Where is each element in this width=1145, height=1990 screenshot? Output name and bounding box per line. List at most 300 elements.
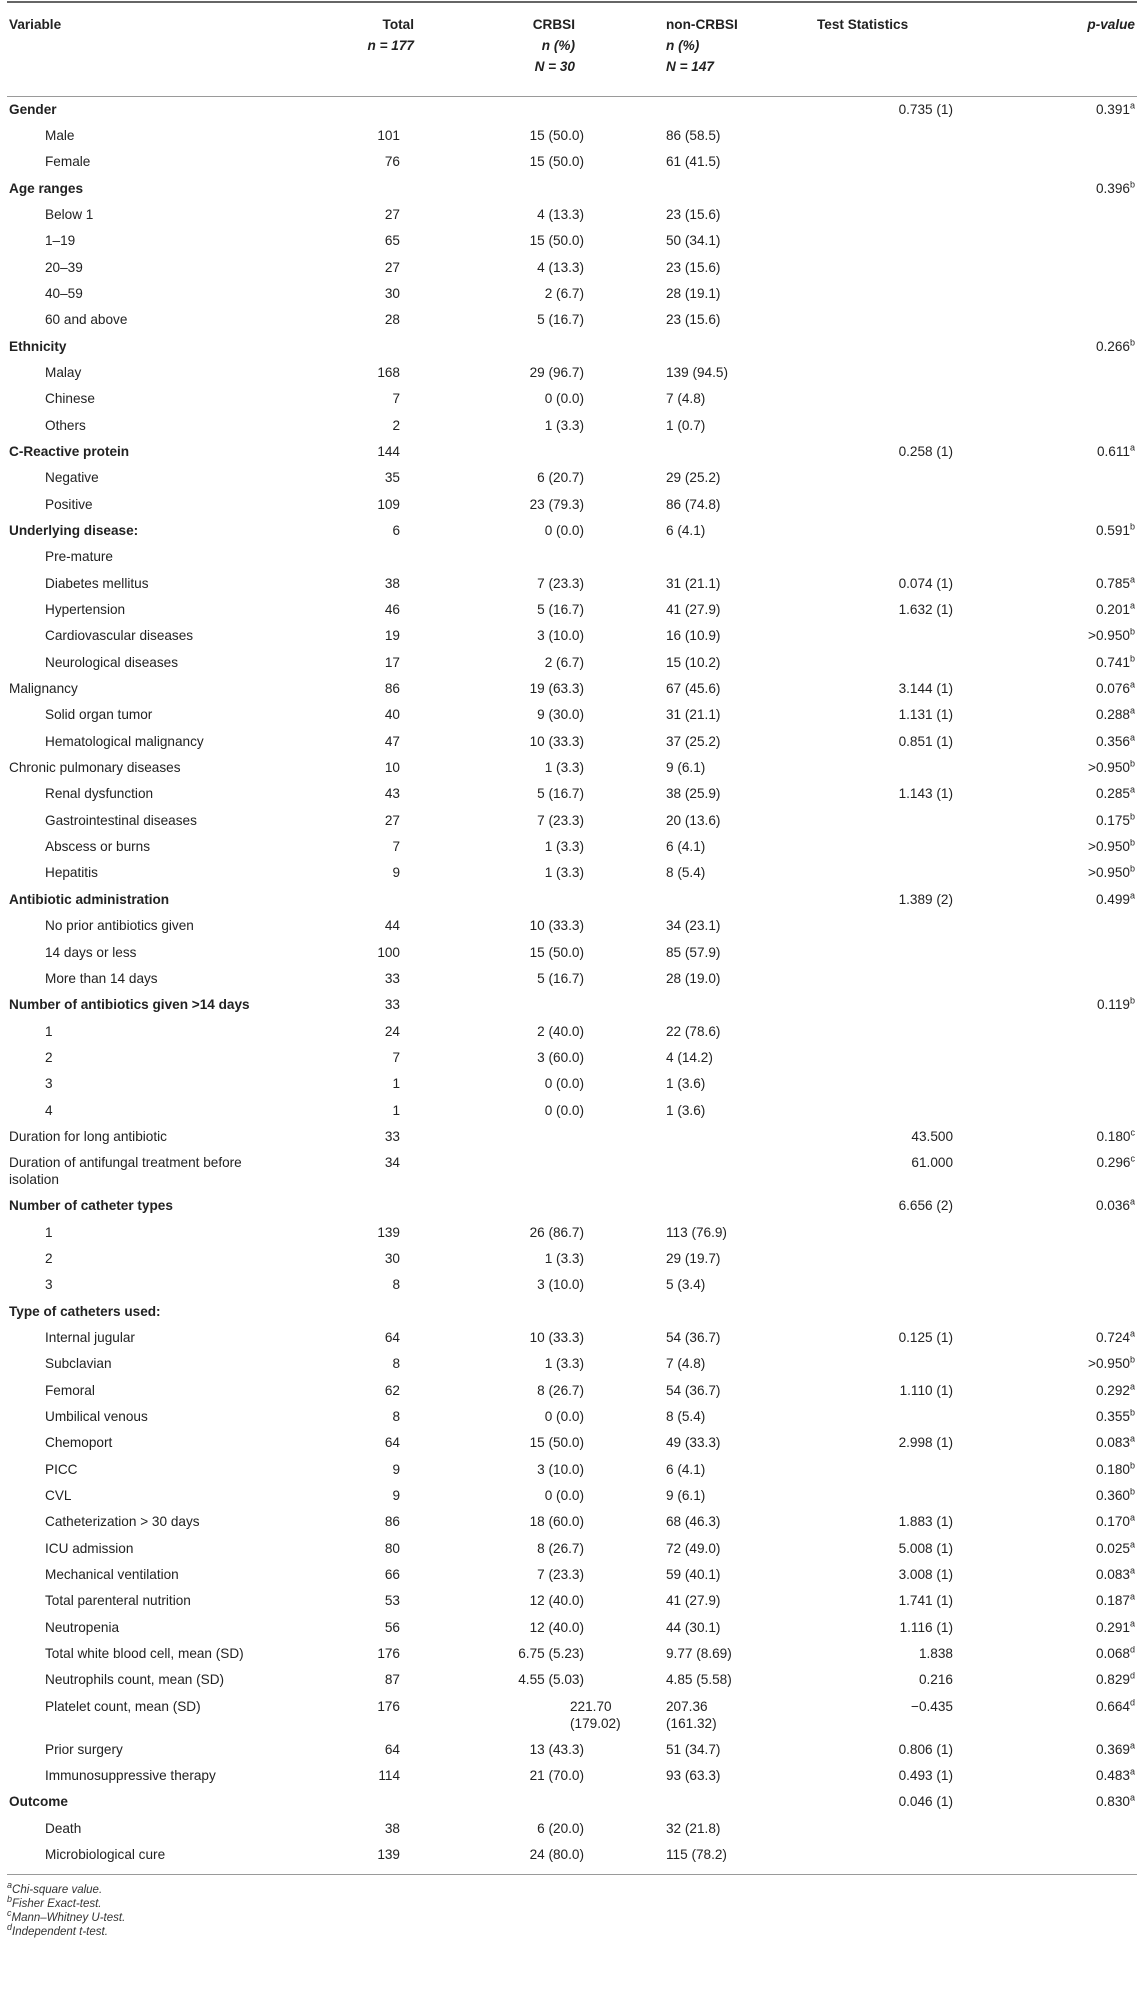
- row-variable: 1–19: [45, 233, 76, 249]
- row-non-crbsi: [628, 992, 804, 1018]
- row-crbsi: 2 (6.7): [544, 285, 584, 301]
- row-crbsi: 19 (63.3): [529, 681, 584, 697]
- row-crbsi: [444, 544, 628, 570]
- table-row: [7, 413, 1137, 439]
- row-non-crbsi: 72 (49.0): [666, 1540, 721, 1556]
- row-p-value: 0.068$^d$: [1095, 1644, 1135, 1662]
- table-row: [7, 1667, 1137, 1693]
- table-row: [7, 1272, 1137, 1298]
- row-crbsi: 10 (33.3): [529, 918, 584, 934]
- footnote: $^b$Fisher Exact-test.: [7, 1893, 102, 1910]
- row-crbsi: 4 (13.3): [537, 259, 584, 275]
- row-p-value: >0.950$^b$: [1088, 837, 1135, 855]
- row-crbsi: 221.70 (179.02): [570, 1698, 621, 1731]
- row-non-crbsi: [628, 439, 804, 465]
- header-test-statistics: Test Statistics: [817, 17, 909, 32]
- row-crbsi: [444, 1789, 628, 1815]
- row-test-statistic: [804, 1404, 995, 1430]
- row-p-value: 0.119$^b$: [1096, 995, 1135, 1013]
- row-total: 19: [384, 628, 400, 644]
- row-variable: Type of catheters used:: [9, 1303, 161, 1319]
- row-p-value: [995, 149, 1137, 175]
- row-test-statistic: 61.000: [911, 1155, 953, 1171]
- row-non-crbsi: 28 (19.1): [666, 285, 721, 301]
- table-row: [7, 123, 1137, 149]
- row-variable: 4: [45, 1102, 53, 1118]
- row-variable: Male: [45, 127, 75, 143]
- table-row: [7, 834, 1137, 860]
- row-variable: Hypertension: [45, 602, 126, 618]
- row-variable: Negative: [45, 470, 99, 486]
- row-total: 27: [384, 812, 400, 828]
- row-non-crbsi: 61 (41.5): [666, 154, 721, 170]
- row-variable: Gender: [9, 102, 57, 117]
- row-p-value: >0.950$^b$: [1088, 863, 1135, 881]
- row-crbsi: 7 (23.3): [537, 1567, 584, 1583]
- row-crbsi: 3 (10.0): [537, 1277, 584, 1293]
- row-crbsi: 4.55 (5.03): [518, 1672, 584, 1688]
- row-non-crbsi: 1 (0.7): [666, 417, 706, 433]
- row-test-statistic: 0.046 (1): [898, 1794, 953, 1810]
- table-row: [7, 360, 1137, 386]
- row-variable: Femoral: [45, 1382, 95, 1398]
- row-p-value: 0.611$^a$: [1096, 442, 1135, 459]
- row-non-crbsi: 49 (33.3): [666, 1435, 721, 1451]
- row-test-statistic: 1.632 (1): [898, 602, 953, 618]
- row-non-crbsi: 31 (21.1): [666, 575, 721, 591]
- row-non-crbsi: 113 (76.9): [666, 1224, 727, 1240]
- row-p-footnote-mark: a: [1129, 1539, 1135, 1550]
- row-variable: Catheterization > 30 days: [45, 1514, 200, 1530]
- row-total: 87: [384, 1672, 400, 1688]
- row-crbsi: 5 (16.7): [537, 602, 584, 618]
- row-variable: Hepatitis: [45, 865, 98, 881]
- row-crbsi: 3 (10.0): [537, 1461, 584, 1477]
- row-total: 86: [384, 681, 400, 697]
- table-row: [7, 1588, 1137, 1614]
- row-crbsi: 0 (0.0): [544, 1076, 584, 1092]
- row-non-crbsi: 54 (36.7): [666, 1329, 721, 1345]
- row-test-statistic: 0.851 (1): [898, 733, 953, 749]
- row-p-value: [995, 1098, 1137, 1124]
- row-p-footnote-mark: b: [1129, 1486, 1135, 1497]
- row-variable: Renal dysfunction: [45, 786, 154, 802]
- row-variable: 3: [45, 1277, 53, 1293]
- row-crbsi: 12 (40.0): [529, 1593, 584, 1609]
- row-total: 62: [384, 1382, 400, 1398]
- row-p-value: [995, 465, 1137, 491]
- row-test-statistic: 1.131 (1): [898, 707, 953, 723]
- row-crbsi: 6.75 (5.23): [518, 1646, 584, 1662]
- row-variable: Gastrointestinal diseases: [45, 812, 197, 828]
- table-row: [7, 1789, 1137, 1815]
- row-test-statistic: [804, 966, 995, 992]
- table-row: [7, 202, 1137, 228]
- row-total: 114: [378, 1768, 400, 1784]
- row-total: 1: [392, 1102, 400, 1118]
- row-total: [300, 97, 444, 123]
- table-page: [0, 1, 1145, 1939]
- row-p-footnote-mark: b: [1129, 811, 1135, 822]
- row-variable: 1: [45, 1023, 53, 1039]
- row-crbsi: [444, 176, 628, 202]
- row-non-crbsi: [628, 1193, 804, 1219]
- row-non-crbsi: 16 (10.9): [666, 628, 721, 644]
- row-p-value: [995, 1220, 1137, 1246]
- row-variable: Underlying disease:: [9, 523, 139, 538]
- table-row: [7, 97, 1137, 123]
- table-row: [7, 1536, 1137, 1562]
- table-row: [7, 1694, 1137, 1737]
- table-row: [7, 808, 1137, 834]
- table-row: [7, 149, 1137, 175]
- row-total: 109: [377, 496, 400, 512]
- row-non-crbsi: 38 (25.9): [666, 786, 721, 802]
- row-non-crbsi: 93 (63.3): [666, 1768, 721, 1784]
- row-p-value: [995, 255, 1137, 281]
- row-test-statistic: 0.493 (1): [898, 1768, 953, 1784]
- row-p-footnote-mark: b: [1129, 837, 1135, 848]
- row-total: 8: [392, 1277, 400, 1293]
- row-p-footnote-mark: a: [1129, 890, 1135, 901]
- row-crbsi: 8 (26.7): [537, 1382, 584, 1398]
- row-crbsi: [444, 334, 628, 360]
- row-test-statistic: 6.656 (2): [898, 1198, 953, 1214]
- row-crbsi: 0 (0.0): [544, 1102, 584, 1118]
- table-row: [7, 913, 1137, 939]
- row-p-value: [995, 123, 1137, 149]
- row-crbsi: 3 (60.0): [537, 1049, 584, 1065]
- row-variable: CVL: [45, 1488, 72, 1504]
- table-row: [7, 1220, 1137, 1246]
- row-p-value: 0.288$^a$: [1095, 705, 1135, 723]
- table-row: [7, 623, 1137, 649]
- row-non-crbsi: 9 (6.1): [666, 1488, 706, 1504]
- row-crbsi: [444, 1150, 628, 1193]
- row-p-footnote-mark: a: [1129, 1512, 1135, 1523]
- row-total: 9: [392, 1488, 400, 1504]
- row-test-statistic: [804, 149, 995, 175]
- table-row: [7, 386, 1137, 412]
- row-total: 100: [377, 944, 400, 960]
- row-test-statistic: 1.741 (1): [898, 1593, 953, 1609]
- table-row: [7, 992, 1137, 1018]
- row-p-value: 0.025$^a$: [1095, 1539, 1135, 1556]
- row-total: 101: [377, 127, 400, 143]
- table-row: [7, 1045, 1137, 1071]
- row-total: 64: [384, 1741, 400, 1757]
- table-header: [7, 3, 1137, 97]
- row-total: 43: [384, 786, 400, 802]
- row-test-statistic: 0.258 (1): [898, 443, 953, 459]
- row-p-value: 0.785$^a$: [1095, 574, 1135, 591]
- row-p-footnote-mark: d: [1129, 1644, 1135, 1655]
- row-p-value: 0.292$^a$: [1095, 1381, 1135, 1398]
- row-total: 38: [384, 1820, 400, 1836]
- row-variable: Total white blood cell, mean (SD): [45, 1646, 244, 1662]
- row-test-statistic: [804, 1045, 995, 1071]
- row-variable: Microbiological cure: [45, 1847, 166, 1863]
- row-crbsi: 15 (50.0): [529, 1435, 584, 1451]
- row-p-value: 0.741$^b$: [1095, 653, 1135, 670]
- row-crbsi: 15 (50.0): [529, 127, 584, 143]
- row-total: 7: [392, 391, 400, 407]
- row-test-statistic: −0.435: [911, 1698, 953, 1714]
- table-row: [7, 1842, 1137, 1868]
- row-variable: Duration for long antibiotic: [9, 1128, 167, 1144]
- row-crbsi: 24 (80.0): [529, 1847, 584, 1863]
- row-p-value: [995, 281, 1137, 307]
- row-total: 33: [384, 970, 400, 986]
- row-total: 86: [384, 1514, 400, 1530]
- row-non-crbsi: 41 (27.9): [666, 1593, 721, 1609]
- row-p-value: 0.083$^a$: [1095, 1565, 1135, 1583]
- row-p-footnote-mark: b: [1129, 1407, 1135, 1418]
- table-row: [7, 650, 1137, 676]
- header-total: Total n = 177: [300, 3, 444, 75]
- row-non-crbsi: 1 (3.6): [666, 1102, 706, 1118]
- row-test-statistic: [804, 255, 995, 281]
- row-variable: Chemoport: [45, 1435, 113, 1451]
- row-non-crbsi: 31 (21.1): [666, 707, 721, 723]
- row-p-value: 0.664$^d$: [1095, 1697, 1135, 1714]
- row-p-footnote-mark: b: [1129, 626, 1135, 637]
- row-variable: 40–59: [45, 285, 83, 301]
- row-p-footnote-mark: b: [1129, 863, 1135, 874]
- row-test-statistic: [804, 834, 995, 860]
- row-test-statistic: [804, 228, 995, 254]
- row-non-crbsi: [628, 1150, 804, 1193]
- row-test-statistic: 3.008 (1): [898, 1567, 953, 1583]
- row-p-footnote-mark: a: [1129, 784, 1135, 795]
- table-row: [7, 1615, 1137, 1641]
- row-total: 47: [384, 733, 400, 749]
- row-crbsi: 1 (3.3): [544, 760, 584, 776]
- row-p-value: 0.201$^a$: [1095, 600, 1135, 618]
- row-non-crbsi: 115 (78.2): [666, 1847, 727, 1863]
- header-crbsi: CRBSI n (%) N = 30: [444, 3, 628, 75]
- row-non-crbsi: 8 (5.4): [666, 865, 706, 881]
- row-variable: Internal jugular: [45, 1329, 135, 1345]
- row-crbsi: 1 (3.3): [544, 1250, 584, 1266]
- row-total: 56: [384, 1619, 400, 1635]
- row-non-crbsi: 37 (25.2): [666, 733, 721, 749]
- table-row: [7, 1325, 1137, 1351]
- row-test-statistic: [804, 1842, 995, 1868]
- row-variable: 1: [45, 1224, 53, 1240]
- row-total: 8: [392, 1356, 400, 1372]
- row-non-crbsi: 50 (34.1): [666, 233, 721, 249]
- row-p-value: [995, 1246, 1137, 1272]
- row-test-statistic: [804, 544, 995, 570]
- row-p-footnote-mark: a: [1129, 1433, 1135, 1444]
- row-crbsi: 29 (96.7): [529, 364, 584, 380]
- row-crbsi: 1 (3.3): [544, 865, 584, 881]
- row-p-footnote-mark: a: [1129, 1591, 1135, 1602]
- row-crbsi: 2 (40.0): [537, 1023, 584, 1039]
- row-p-footnote-mark: d: [1129, 1670, 1135, 1681]
- row-total: [300, 887, 444, 913]
- row-total: 66: [384, 1567, 400, 1583]
- row-crbsi: 2 (6.7): [544, 654, 584, 670]
- table-row: [7, 1124, 1137, 1150]
- footnote: $^a$Chi-square value.: [7, 1879, 103, 1896]
- row-total: [300, 176, 444, 202]
- row-test-statistic: [804, 176, 995, 202]
- row-p-value: 0.369$^a$: [1095, 1740, 1135, 1757]
- row-test-statistic: [804, 465, 995, 491]
- row-non-crbsi: 23 (15.6): [666, 259, 721, 275]
- row-test-statistic: [804, 386, 995, 412]
- row-non-crbsi: 6 (4.1): [666, 1461, 706, 1477]
- row-variable: Chronic pulmonary diseases: [9, 760, 181, 776]
- row-crbsi: 6 (20.0): [537, 1820, 584, 1836]
- row-variable: No prior antibiotics given: [45, 918, 194, 934]
- row-non-crbsi: 4 (14.2): [666, 1049, 713, 1065]
- row-crbsi: 9 (30.0): [537, 707, 584, 723]
- row-variable: 2: [45, 1049, 53, 1065]
- row-non-crbsi: 20 (13.6): [666, 812, 721, 828]
- row-test-statistic: [804, 860, 995, 886]
- table-row: [7, 755, 1137, 781]
- row-test-statistic: [804, 360, 995, 386]
- row-variable: Prior surgery: [45, 1741, 123, 1757]
- table-row: [7, 1816, 1137, 1842]
- row-test-statistic: 1.143 (1): [898, 786, 953, 802]
- header-total-n: n = 177: [367, 38, 414, 53]
- row-non-crbsi: 54 (36.7): [666, 1382, 721, 1398]
- row-non-crbsi: 28 (19.0): [666, 970, 721, 986]
- header-crbsi-N: N = 30: [534, 59, 575, 74]
- row-test-statistic: [804, 1019, 995, 1045]
- table-row: [7, 334, 1137, 360]
- row-p-value: [995, 940, 1137, 966]
- row-p-value: [995, 492, 1137, 518]
- row-variable: Duration of antifungal treatment before isolation: [9, 1155, 242, 1188]
- row-test-statistic: 1.883 (1): [898, 1514, 953, 1530]
- table-row: [7, 1404, 1137, 1430]
- table-row: [7, 1737, 1137, 1763]
- row-p-value: 0.187$^a$: [1095, 1591, 1135, 1609]
- row-total: 35: [384, 470, 400, 486]
- table-row: [7, 571, 1137, 597]
- characteristics-table: [7, 3, 1137, 1869]
- row-variable: Solid organ tumor: [45, 707, 153, 723]
- row-total: 80: [384, 1540, 400, 1556]
- row-crbsi: 10 (33.3): [529, 1329, 584, 1345]
- row-variable: Pre-mature: [45, 549, 113, 565]
- row-non-crbsi: 68 (46.3): [666, 1514, 721, 1530]
- row-test-statistic: [804, 755, 995, 781]
- table-row: [7, 1071, 1137, 1097]
- row-total: [300, 544, 444, 570]
- row-p-footnote-mark: b: [1129, 179, 1135, 189]
- row-test-statistic: 0.806 (1): [898, 1741, 953, 1757]
- row-variable: Number of antibiotics given >14 days: [9, 997, 250, 1013]
- row-test-statistic: 2.998 (1): [898, 1435, 953, 1451]
- row-p-value: 0.483$^a$: [1095, 1766, 1135, 1784]
- row-non-crbsi: 22 (78.6): [666, 1023, 721, 1039]
- row-non-crbsi: 34 (23.1): [666, 918, 721, 934]
- row-p-footnote-mark: a: [1129, 1565, 1135, 1576]
- row-p-footnote-mark: a: [1129, 679, 1135, 690]
- row-non-crbsi: 207.36 (161.32): [666, 1698, 717, 1731]
- row-p-value: [995, 1045, 1137, 1071]
- row-variable: 60 and above: [45, 312, 128, 328]
- row-p-value: 0.829$^d$: [1095, 1670, 1135, 1688]
- row-non-crbsi: 59 (40.1): [666, 1567, 721, 1583]
- row-variable: Umbilical venous: [45, 1409, 148, 1424]
- row-variable: Cardiovascular diseases: [45, 628, 194, 644]
- table-row: [7, 439, 1137, 465]
- row-p-footnote-mark: c: [1130, 1153, 1135, 1164]
- row-p-footnote-mark: a: [1129, 705, 1135, 716]
- row-test-statistic: [804, 650, 995, 676]
- row-p-footnote-mark: a: [1129, 1196, 1135, 1207]
- row-crbsi: 26 (86.7): [529, 1224, 584, 1240]
- row-total: 1: [392, 1076, 400, 1092]
- row-p-value: [995, 386, 1137, 412]
- row-total: [300, 1789, 444, 1815]
- header-variable: Variable: [9, 17, 62, 32]
- row-non-crbsi: 15 (10.2): [666, 654, 721, 670]
- row-test-statistic: 0.735 (1): [898, 102, 953, 117]
- table-row: [7, 544, 1137, 570]
- row-variable: 2: [45, 1250, 53, 1266]
- row-crbsi: 7 (23.3): [537, 812, 584, 828]
- row-non-crbsi: 86 (74.8): [666, 496, 721, 512]
- row-p-footnote-mark: b: [1129, 337, 1135, 348]
- row-p-value: 0.391$^a$: [1095, 100, 1135, 117]
- row-p-value: [995, 1071, 1137, 1097]
- row-variable: Diabetes mellitus: [45, 575, 149, 591]
- row-p-value: 0.830$^a$: [1095, 1792, 1135, 1810]
- row-p-value: 0.499$^a$: [1095, 890, 1135, 907]
- row-non-crbsi: 6 (4.1): [666, 523, 706, 538]
- table-row: [7, 1509, 1137, 1535]
- row-test-statistic: [804, 334, 995, 360]
- row-p-value: 0.266$^b$: [1095, 337, 1135, 354]
- row-variable: Ethnicity: [9, 338, 67, 354]
- row-total: 10: [384, 760, 400, 776]
- table-row: [7, 1150, 1137, 1193]
- row-non-crbsi: 5 (3.4): [666, 1277, 706, 1293]
- row-crbsi: 4 (13.3): [537, 206, 584, 222]
- row-total: 34: [384, 1155, 400, 1171]
- row-non-crbsi: 9.77 (8.69): [666, 1646, 732, 1662]
- row-non-crbsi: 9 (6.1): [666, 760, 706, 776]
- table-row: [7, 702, 1137, 728]
- row-test-statistic: 0.125 (1): [898, 1329, 953, 1345]
- row-total: 65: [384, 233, 400, 249]
- table-footnotes: [7, 1874, 1137, 1940]
- row-non-crbsi: 23 (15.6): [666, 206, 721, 222]
- table-row: [7, 228, 1137, 254]
- table-row: [7, 1019, 1137, 1045]
- row-variable: Death: [45, 1820, 82, 1836]
- table-row: [7, 1430, 1137, 1456]
- row-p-footnote-mark: a: [1129, 442, 1135, 453]
- table-row: [7, 176, 1137, 202]
- row-p-footnote-mark: b: [1129, 995, 1135, 1006]
- row-total: [300, 1299, 444, 1325]
- row-crbsi: 1 (3.3): [544, 839, 584, 855]
- row-p-value: [995, 1299, 1137, 1325]
- row-test-statistic: 1.110 (1): [899, 1382, 953, 1398]
- row-p-footnote-mark: a: [1129, 1740, 1135, 1751]
- row-crbsi: 3 (10.0): [537, 628, 584, 644]
- row-p-value: 0.291$^a$: [1095, 1618, 1135, 1635]
